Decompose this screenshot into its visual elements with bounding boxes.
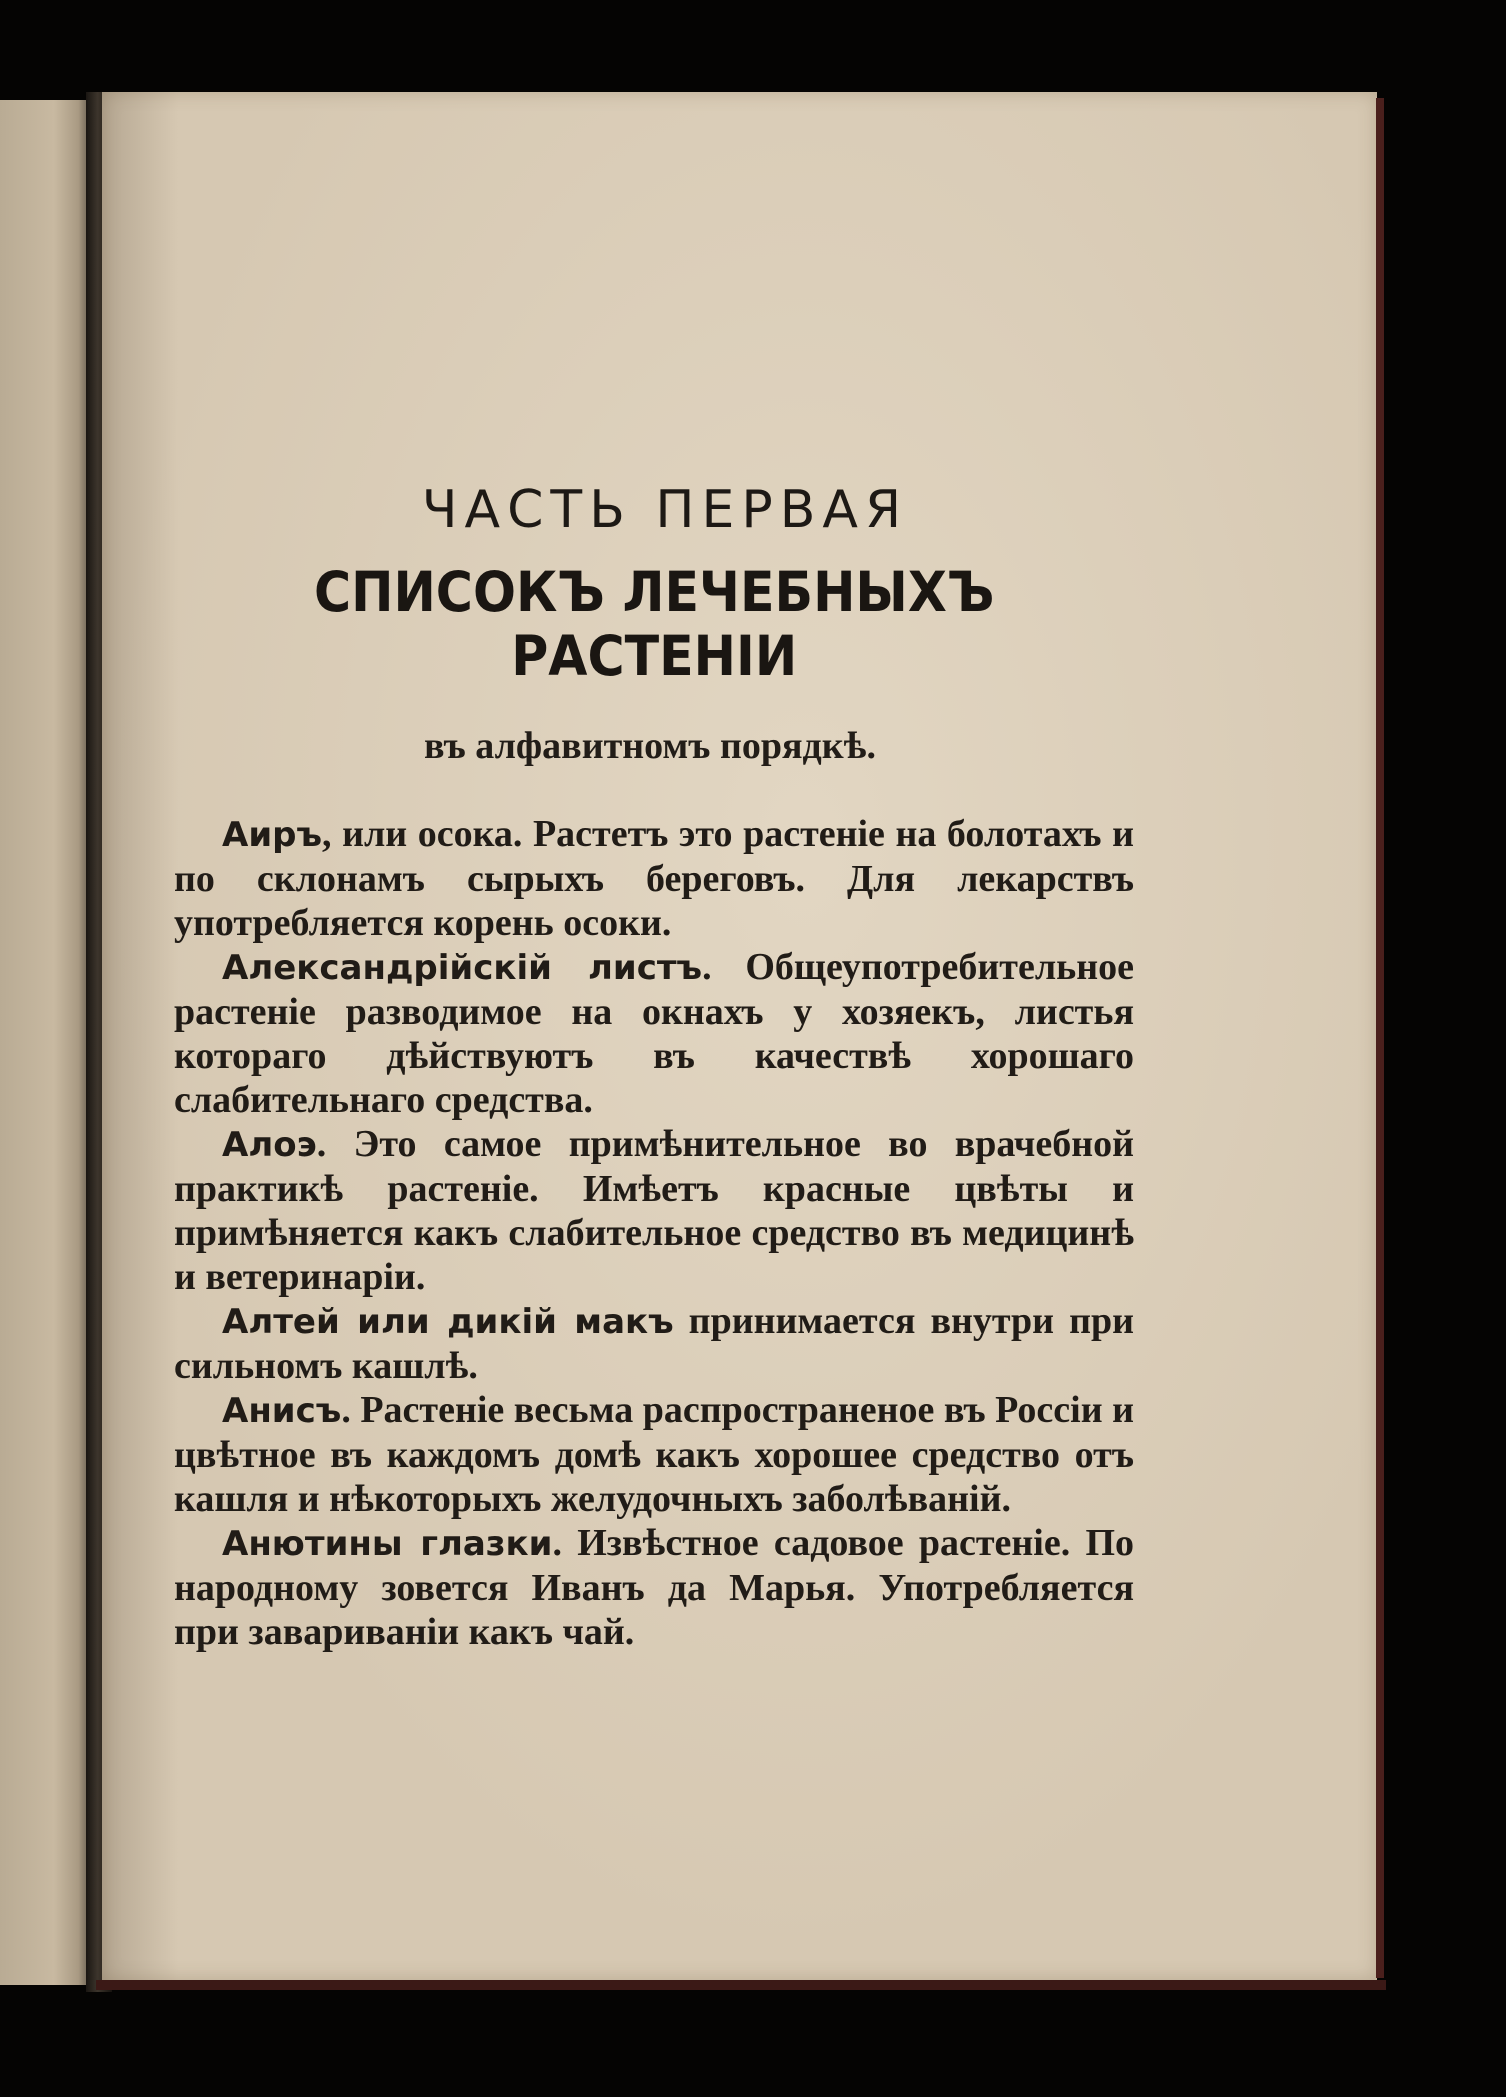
- entry-list: [140, 812, 1134, 1654]
- entry-text: . Это самое примѣнительное во врачебной практикѣ растеніе. Имѣетъ красные цвѣты и примѣняется какъ слабительное средство въ медицинѣ и ветеринаріи.: [174, 1123, 1134, 1298]
- list-item: [174, 1388, 1134, 1521]
- page-subtitle: въ алфавитномъ порядкѣ.: [424, 725, 876, 767]
- entry-text: . Извѣстное садовое растеніе. По народному зовется Иванъ да Марья. Употребляется при завариваніи какъ чай.: [174, 1522, 1134, 1653]
- entry-text: . Общеупотребительное растеніе разводимое на окнахъ у хозяекъ, листья котораго дѣйствуютъ въ качествѣ хорошаго слабительнаго средства.: [174, 946, 1134, 1121]
- entry-term: Анисъ: [222, 1391, 342, 1431]
- page-edge: [1376, 98, 1384, 1978]
- left-page-edge: [0, 100, 98, 1985]
- entry-text: . Растеніе весьма распространеное въ Россіи и цвѣтное въ каждомъ домѣ какъ хорошее средство отъ кашля и нѣкоторыхъ желудочныхъ заболѣваній.: [174, 1389, 1134, 1520]
- bottom-edge: [96, 1980, 1386, 1990]
- entry-term: Алоэ: [222, 1125, 317, 1165]
- page-title: СПИСОКЪ ЛЕЧЕБНЫХЪ РАСТЕНІИ: [313, 560, 995, 688]
- list-item: [174, 945, 1134, 1122]
- list-item: [174, 1299, 1134, 1388]
- entry-term: Аиръ: [222, 815, 323, 855]
- list-item: [174, 1122, 1134, 1299]
- part-heading: ЧАСТЬ ПЕРВАЯ: [421, 480, 909, 540]
- entry-term: Алтей или дикій макъ: [222, 1302, 674, 1342]
- entry-text: принимается внутри при сильномъ кашлѣ.: [174, 1300, 1134, 1387]
- entry-term: Анютины глазки: [222, 1524, 553, 1564]
- entry-term: Александрійскій листъ: [222, 948, 703, 988]
- page-content: [140, 480, 1150, 1654]
- list-item: [174, 812, 1134, 945]
- list-item: [174, 1521, 1134, 1654]
- entry-text: , или осока. Растетъ это растеніе на болотахъ и по склонамъ сырыхъ береговъ. Для лекарствъ употребляется корень осоки.: [174, 813, 1134, 944]
